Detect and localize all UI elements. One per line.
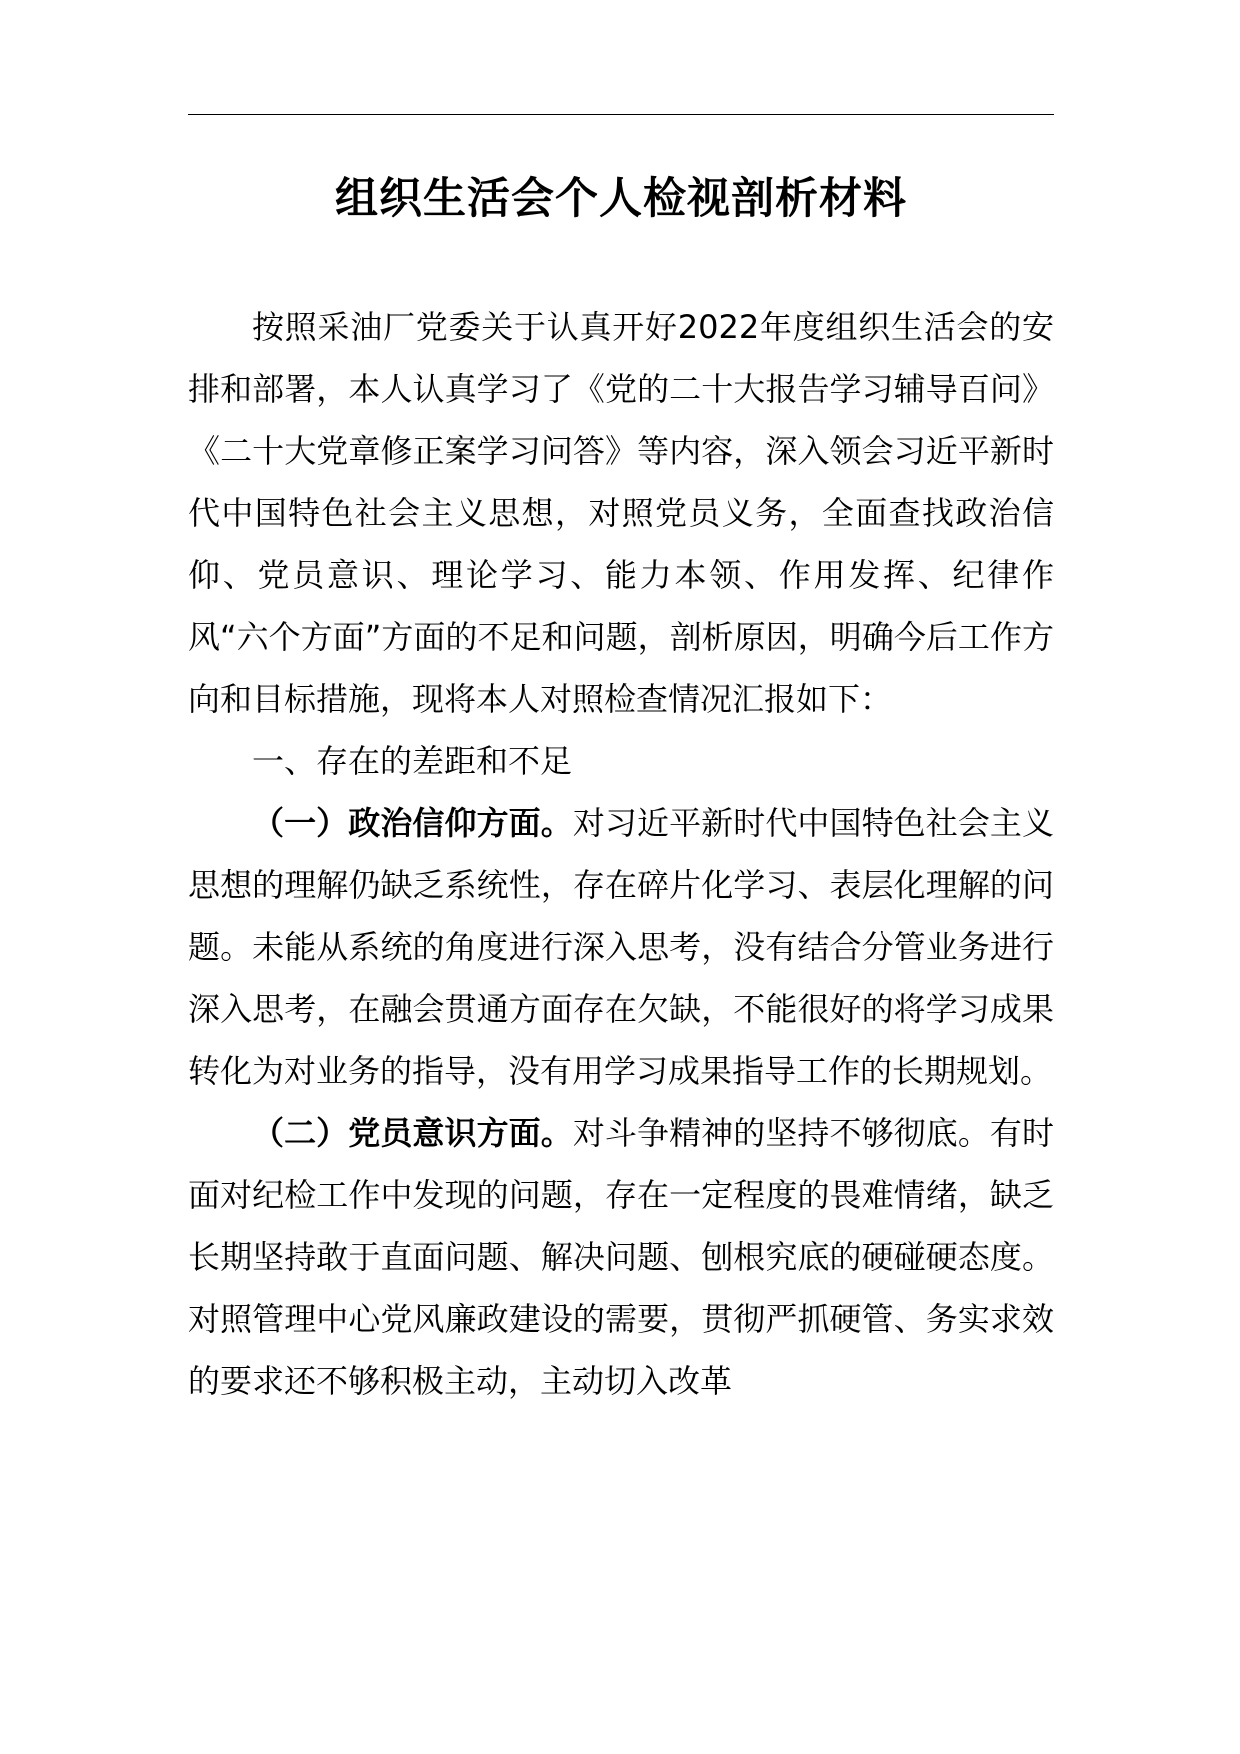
document-body (188, 296, 1054, 1412)
document-title: 组织生活会个人检视剖析材料 (335, 174, 907, 224)
paragraph-lead: （二）党员意识方面。 (252, 1114, 573, 1152)
paragraph-text: 一、存在的差距和不足 (252, 742, 573, 780)
paragraph-lead: （一）政治信仰方面。 (252, 804, 573, 842)
paragraph-text: 按照采油厂党委关于认真开好2022年度组织生活会的安排和部署，本人认真学习了《党的二十大报告学习辅导百问》《二十大党章修正案学习问答》等内容，深入领会习近平新时代中国特色社会主义思想，对照党员义务，全面查找政治信仰、党员意识、理论学习、能力本领、作用发挥、纪律作风“六个方面”方面的不足和问题，剖析原因，明确今后工作方向和目标措施，现将本人对照检查情况汇报如下： (188, 308, 1054, 718)
section-heading-shortcomings (188, 730, 1054, 792)
paragraph-political-belief (188, 792, 1054, 1102)
paragraph-intro (188, 296, 1054, 730)
header-rule (188, 114, 1054, 115)
paragraph-text: 对斗争精神的坚持不够彻底。有时面对纪检工作中发现的问题，存在一定程度的畏难情绪，缺乏长期坚持敢于直面问题、解决问题、刨根究底的硬碰硬态度。对照管理中心党风廉政建设的需要，贯彻严抓硬管、务实求效的要求还不够积极主动，主动切入改革 (188, 1114, 1054, 1400)
paragraph-text: 对习近平新时代中国特色社会主义思想的理解仍缺乏系统性，存在碎片化学习、表层化理解的问题。未能从系统的角度进行深入思考，没有结合分管业务进行深入思考，在融会贯通方面存在欠缺，不能很好的将学习成果转化为对业务的指导，没有用学习成果指导工作的长期规划。 (188, 804, 1054, 1090)
paragraph-party-awareness (188, 1102, 1054, 1412)
